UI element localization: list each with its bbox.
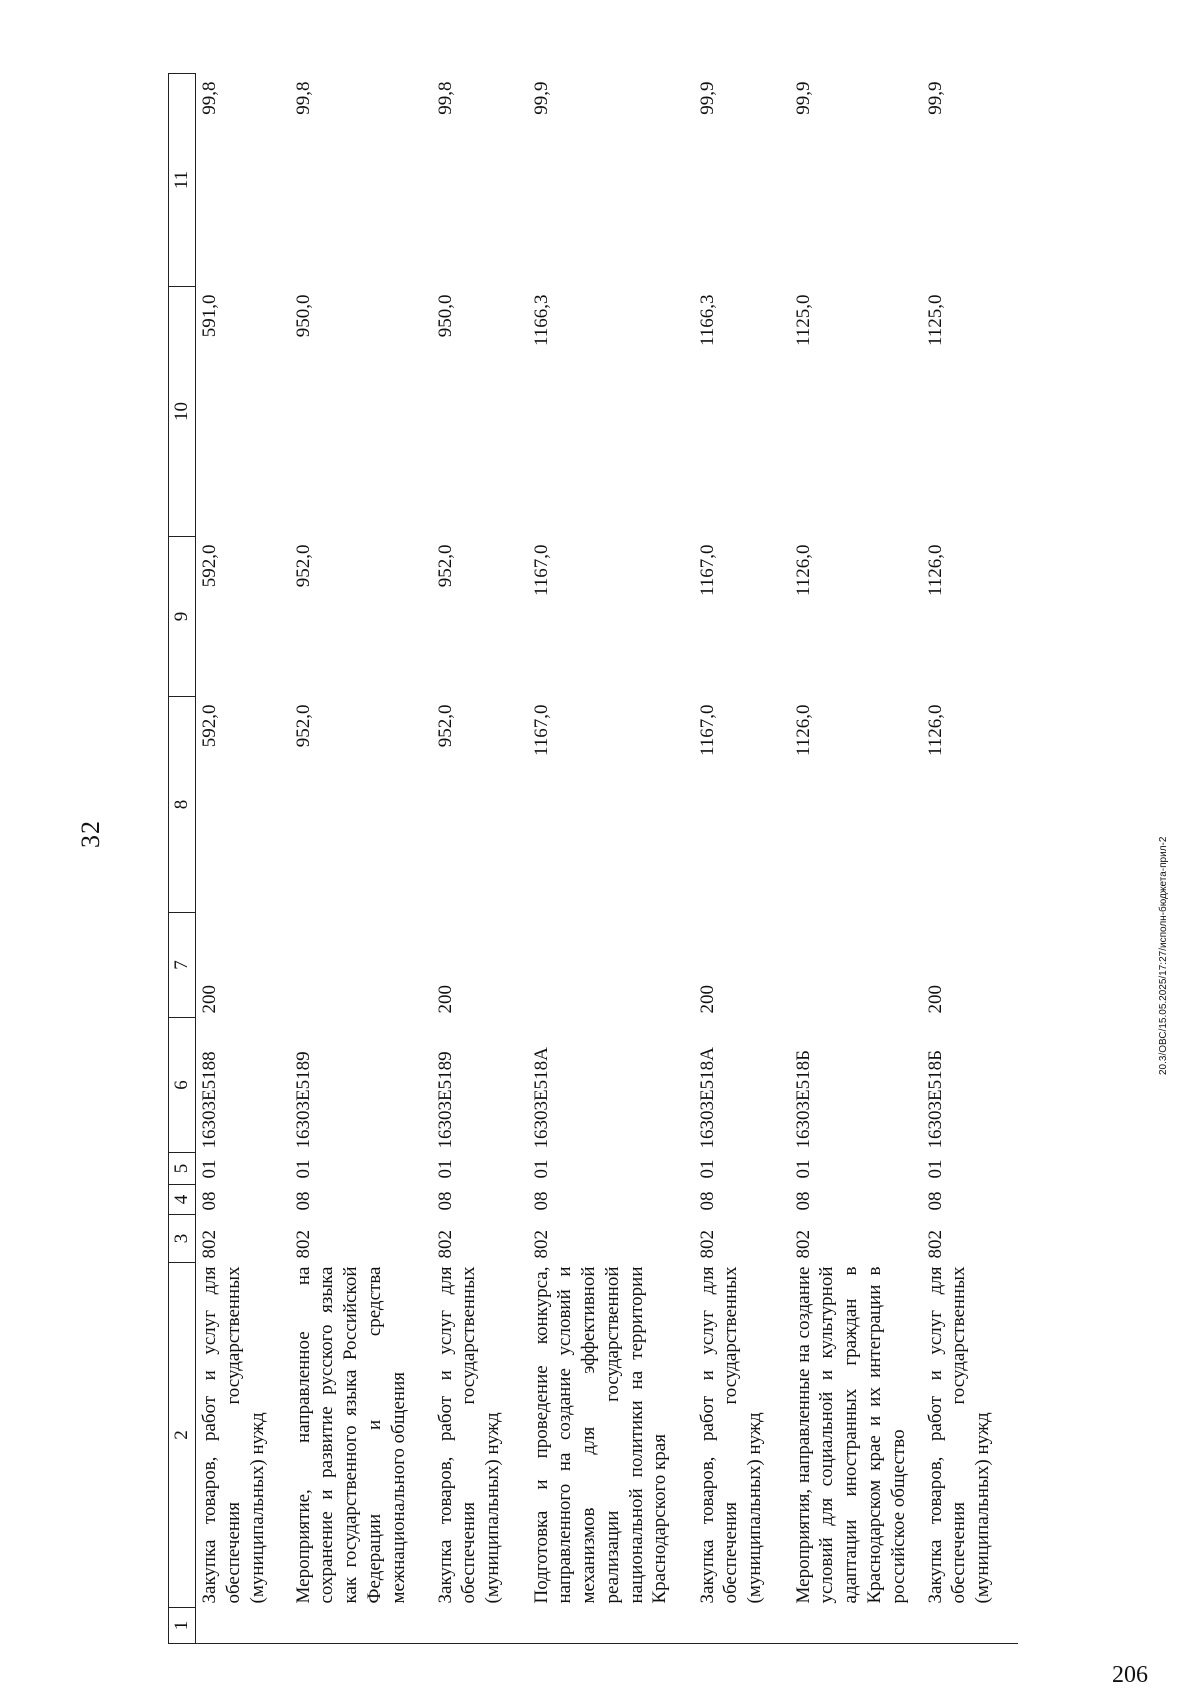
row-col-7: 200 bbox=[199, 985, 220, 1014]
footer-document-reference: 20.3/ОВС/15.05.2025/17:27/исполн-бюджета-прил-2 bbox=[1158, 836, 1169, 1075]
header-col-7: 7 bbox=[169, 913, 196, 1018]
row-col-7 bbox=[528, 913, 694, 1018]
row-col-6: 16303E518А bbox=[530, 1047, 552, 1149]
row-col-6: 16303E518Б bbox=[924, 1049, 946, 1149]
row-col-1 bbox=[922, 1608, 1018, 1644]
row-description: Закупка товаров, работ и услуг для обеспечения государственных (муниципальных) нужд bbox=[434, 1266, 503, 1604]
row-col-8: 1167,0 bbox=[696, 704, 718, 757]
row-col-3: 802 bbox=[792, 1230, 814, 1259]
row-col-8: 592,0 bbox=[199, 704, 220, 748]
row-col-1 bbox=[290, 1608, 432, 1644]
row-description: Закупка товаров, работ и услуг для обеспечения государственных (муниципальных) нужд bbox=[924, 1266, 993, 1604]
header-col-6: 6 bbox=[169, 1018, 196, 1153]
row-col-1 bbox=[790, 1608, 922, 1644]
row-col-4: 08 bbox=[199, 1191, 220, 1211]
row-col-9: 592,0 bbox=[199, 544, 220, 588]
row-col-4: 08 bbox=[924, 1191, 946, 1211]
row-col-3: 802 bbox=[924, 1230, 946, 1259]
row-col-10: 1166,3 bbox=[696, 294, 718, 347]
row-description: Закупка товаров, работ и услуг для обеспечения государственных (муниципальных) нужд bbox=[199, 1266, 268, 1604]
header-col-2: 2 bbox=[169, 1263, 196, 1608]
row-col-10: 1166,3 bbox=[530, 294, 552, 347]
row-col-5: 01 bbox=[696, 1159, 718, 1179]
row-col-10: 950,0 bbox=[292, 294, 314, 338]
row-col-8: 952,0 bbox=[434, 704, 456, 748]
row-col-5: 01 bbox=[792, 1159, 814, 1179]
row-col-3: 802 bbox=[434, 1230, 456, 1259]
row-col-4: 08 bbox=[792, 1191, 814, 1211]
table-row bbox=[196, 74, 290, 1644]
row-col-7: 200 bbox=[434, 985, 456, 1014]
row-col-7 bbox=[290, 913, 432, 1018]
budget-table bbox=[168, 73, 1018, 1644]
row-description: Закупка товаров, работ и услуг для обеспечения государственных (муниципальных) нужд bbox=[696, 1266, 765, 1604]
row-col-5: 01 bbox=[199, 1159, 220, 1179]
row-col-1 bbox=[694, 1608, 790, 1644]
header-col-1: 1 bbox=[169, 1608, 196, 1644]
row-col-1 bbox=[196, 1608, 290, 1644]
table-row bbox=[790, 74, 922, 1644]
row-col-11: 99,8 bbox=[199, 81, 220, 115]
row-col-11: 99,8 bbox=[292, 81, 314, 115]
row-col-5: 01 bbox=[530, 1159, 552, 1179]
row-col-6: 16303E5189 bbox=[292, 1051, 314, 1149]
row-col-11: 99,9 bbox=[924, 81, 946, 115]
header-col-8: 8 bbox=[169, 697, 196, 913]
row-col-11: 99,9 bbox=[696, 81, 718, 115]
header-col-11: 11 bbox=[169, 74, 196, 287]
row-col-9: 1167,0 bbox=[696, 544, 718, 597]
page-number-bottom: 206 bbox=[1112, 1662, 1148, 1688]
row-col-10: 1125,0 bbox=[792, 294, 814, 347]
row-col-6: 16303E5189 bbox=[434, 1051, 456, 1149]
row-col-4: 08 bbox=[696, 1191, 718, 1211]
row-col-6: 16303E518Б bbox=[792, 1049, 814, 1149]
row-col-10: 1125,0 bbox=[924, 294, 946, 347]
row-col-8: 952,0 bbox=[292, 704, 314, 748]
row-description: Мероприятие, направленное на сохранение и развитие русского языка как государственного языка Российской Федерации и средства межнационального общения bbox=[292, 1266, 409, 1604]
row-col-4: 08 bbox=[292, 1191, 314, 1211]
row-description: Мероприятия, направленные на создание условий для социальной и культурной адаптации иностранных граждан в Краснодарском крае и их интеграции в российское общество bbox=[792, 1266, 909, 1604]
row-col-4: 08 bbox=[434, 1191, 456, 1211]
row-col-3: 802 bbox=[292, 1230, 314, 1259]
table-row bbox=[432, 74, 528, 1644]
row-col-4: 08 bbox=[530, 1191, 552, 1211]
row-col-1 bbox=[432, 1608, 528, 1644]
row-col-10: 950,0 bbox=[434, 294, 456, 338]
row-col-8: 1167,0 bbox=[530, 704, 552, 757]
header-col-9: 9 bbox=[169, 537, 196, 697]
table-row bbox=[290, 74, 432, 1644]
row-col-3: 802 bbox=[530, 1230, 552, 1259]
header-col-4: 4 bbox=[169, 1185, 196, 1215]
row-col-7: 200 bbox=[924, 985, 946, 1014]
row-col-6: 16303E5188 bbox=[199, 1051, 220, 1149]
row-col-9: 952,0 bbox=[434, 544, 456, 588]
row-col-5: 01 bbox=[292, 1159, 314, 1179]
table-header-row bbox=[169, 74, 196, 1644]
row-col-11: 99,9 bbox=[530, 81, 552, 115]
header-col-3: 3 bbox=[169, 1215, 196, 1263]
row-col-7 bbox=[790, 913, 922, 1018]
page-number-top: 32 bbox=[76, 820, 105, 848]
row-col-5: 01 bbox=[434, 1159, 456, 1179]
row-col-9: 952,0 bbox=[292, 544, 314, 588]
row-col-9: 1126,0 bbox=[924, 544, 946, 597]
header-col-5: 5 bbox=[169, 1153, 196, 1185]
row-col-11: 99,9 bbox=[792, 81, 814, 115]
row-col-6: 16303E518А bbox=[696, 1047, 718, 1149]
row-col-1 bbox=[528, 1608, 694, 1644]
row-col-8: 1126,0 bbox=[924, 704, 946, 757]
row-col-11: 99,8 bbox=[434, 81, 456, 115]
budget-table-rotated bbox=[168, 74, 1066, 1644]
row-col-7: 200 bbox=[696, 985, 718, 1014]
table-row bbox=[922, 74, 1018, 1644]
row-description: Подготовка и проведение конкурса, направленного на создание условий и механизмов для эффективной реализации государственной национальной политики на территории Краснодарского края bbox=[530, 1266, 671, 1604]
row-col-9: 1167,0 bbox=[530, 544, 552, 597]
row-col-8: 1126,0 bbox=[792, 704, 814, 757]
row-col-10: 591,0 bbox=[199, 294, 220, 338]
row-col-3: 802 bbox=[199, 1230, 220, 1259]
table-row bbox=[528, 74, 694, 1644]
table-row bbox=[694, 74, 790, 1644]
row-col-5: 01 bbox=[924, 1159, 946, 1179]
row-col-9: 1126,0 bbox=[792, 544, 814, 597]
header-col-10: 10 bbox=[169, 287, 196, 537]
row-col-3: 802 bbox=[696, 1230, 718, 1259]
